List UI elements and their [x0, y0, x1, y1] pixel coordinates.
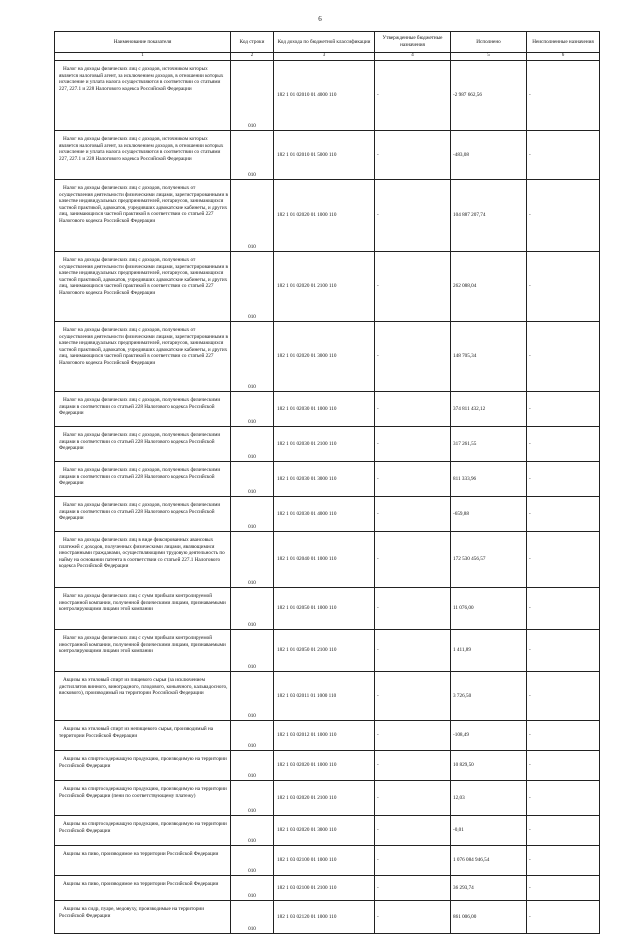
- executed-value: 11 076,00: [451, 588, 527, 630]
- approved-value: -: [375, 816, 451, 846]
- line-code: 010: [231, 532, 274, 588]
- not-executed-value: -: [527, 781, 600, 816]
- indicator-name: Налог на доходы физических лиц с доходов, полученных физическими лицами в соответствии со статьей 228 Налогового кодекса Российской Федерации: [55, 392, 231, 427]
- table-row: [55, 462, 600, 497]
- income-code: 182 1 03 02100 01 1000 110: [274, 846, 375, 876]
- indicator-name: Налог на доходы физических лиц с доходов, полученных физическими лицами в соответствии со статьей 228 Налогового кодекса Российской Федерации: [55, 497, 231, 532]
- line-code: 010: [231, 462, 274, 497]
- column-number: 5: [451, 53, 527, 61]
- approved-value: -: [375, 901, 451, 934]
- approved-value: -: [375, 61, 451, 131]
- income-code: 182 1 01 02020 01 3000 110: [274, 322, 375, 392]
- line-code: 010: [231, 876, 274, 901]
- not-executed-value: -: [527, 901, 600, 934]
- executed-value: 148 705,34: [451, 322, 527, 392]
- line-code: 010: [231, 392, 274, 427]
- column-number: 2: [231, 53, 274, 61]
- header-income-code: Код дохода по бюджетной классификации: [274, 32, 375, 53]
- executed-value: 104 887 207,74: [451, 180, 527, 252]
- table-row: [55, 61, 600, 131]
- table-row: [55, 588, 600, 630]
- column-number: 6: [527, 53, 600, 61]
- page-number: 6: [318, 15, 322, 23]
- table-row: [55, 781, 600, 816]
- table-row: [55, 497, 600, 532]
- header-executed: Исполнено: [451, 32, 527, 53]
- line-code: 010: [231, 816, 274, 846]
- not-executed-value: -: [527, 721, 600, 751]
- indicator-name: Налог на доходы физических лиц с доходов, полученных от осуществления деятельности физическими лицами, зарегистрированными в качестве индивидуальных предпринимателей, нотариусов, занимающихся частной практикой, адвокатов, учредивших адвокатские кабинеты, и других лиц, занимающихся частной практикой в соответствии со статьей 227 Налогового кодекса Российской Федерации: [55, 180, 231, 252]
- executed-value: 12,03: [451, 781, 527, 816]
- executed-value: 374 811 432,12: [451, 392, 527, 427]
- indicator-name: Акцизы на пиво, производимое на территории Российской Федерации: [55, 876, 231, 901]
- income-code: 182 1 01 02030 01 4000 110: [274, 497, 375, 532]
- executed-value: 10 829,50: [451, 751, 527, 781]
- executed-value: -659,88: [451, 497, 527, 532]
- approved-value: -: [375, 180, 451, 252]
- header-not-executed: Неисполненные назначения: [527, 32, 600, 53]
- income-code: 182 1 03 02020 01 3000 110: [274, 816, 375, 846]
- indicator-name: Акцизы на этиловый спирт из пищевого сырья (за исключением дистиллятов винного, виноградного, плодового, коньячного, кальвадосного, вискового), производимый на территории Российской Федерации: [55, 672, 231, 721]
- income-code: 182 1 01 02030 01 3000 110: [274, 462, 375, 497]
- executed-value: 36 293,74: [451, 876, 527, 901]
- not-executed-value: -: [527, 131, 600, 180]
- executed-value: 262 088,04: [451, 252, 527, 322]
- indicator-name: Налог на доходы физических лиц с доходов, полученных физическими лицами в соответствии со статьей 228 Налогового кодекса Российской Федерации: [55, 427, 231, 462]
- not-executed-value: -: [527, 532, 600, 588]
- not-executed-value: -: [527, 462, 600, 497]
- table-body: [55, 61, 600, 934]
- not-executed-value: -: [527, 751, 600, 781]
- table-row: [55, 180, 600, 252]
- table-row: [55, 322, 600, 392]
- approved-value: -: [375, 462, 451, 497]
- not-executed-value: -: [527, 427, 600, 462]
- approved-value: -: [375, 131, 451, 180]
- column-number: 4: [375, 53, 451, 61]
- executed-value: -2 987 662,56: [451, 61, 527, 131]
- table-row: [55, 427, 600, 462]
- executed-value: 811 333,96: [451, 462, 527, 497]
- income-code: 182 1 01 02050 01 2100 110: [274, 630, 375, 672]
- income-code: 182 1 03 02020 01 1000 110: [274, 751, 375, 781]
- table-row: [55, 131, 600, 180]
- income-code: 182 1 03 02012 01 1000 110: [274, 721, 375, 751]
- table-row: [55, 392, 600, 427]
- income-code: 182 1 03 02011 01 1000 110: [274, 672, 375, 721]
- header-line-code: Код строки: [231, 32, 274, 53]
- header-name: Наименование показателя: [55, 32, 231, 53]
- column-number: 3: [274, 53, 375, 61]
- column-number: 1: [55, 53, 231, 61]
- column-number-row: [55, 53, 600, 61]
- not-executed-value: -: [527, 816, 600, 846]
- indicator-name: Акцизы на пиво, производимое на территории Российской Федерации: [55, 846, 231, 876]
- income-code: 182 1 01 02020 01 2100 110: [274, 252, 375, 322]
- line-code: 010: [231, 751, 274, 781]
- executed-value: 317 261,55: [451, 427, 527, 462]
- approved-value: -: [375, 588, 451, 630]
- header-approved: Утвержденные бюджетные назначения: [375, 32, 451, 53]
- line-code: 010: [231, 252, 274, 322]
- table-row: [55, 876, 600, 901]
- line-code: 010: [231, 588, 274, 630]
- not-executed-value: -: [527, 322, 600, 392]
- income-code: 182 1 03 02100 01 2100 110: [274, 876, 375, 901]
- indicator-name: Акцизы на спиртосодержащую продукцию, производимую на территории Российской Федерации: [55, 816, 231, 846]
- indicator-name: Налог на доходы физических лиц с доходов, источником которых является налоговый агент, за исключением доходов, в отношении которых исчисление и уплата налога осуществляются в соответствии со статьями 227, 227.1 и 228 Налогового кодекса Российской Федерации: [55, 61, 231, 131]
- not-executed-value: -: [527, 630, 600, 672]
- table-row: [55, 532, 600, 588]
- income-code: 182 1 01 02010 01 5000 110: [274, 131, 375, 180]
- executed-value: 1 076 084 946,54: [451, 846, 527, 876]
- table-row: [55, 751, 600, 781]
- indicator-name: Налог на доходы физических лиц с доходов, полученных от осуществления деятельности физическими лицами, зарегистрированными в качестве индивидуальных предпринимателей, нотариусов, занимающихся частной практикой, адвокатов, учредивших адвокатские кабинеты, и других лиц, занимающихся частной практикой в соответствии со статьей 227 Налогового кодекса Российской Федерации: [55, 252, 231, 322]
- approved-value: -: [375, 630, 451, 672]
- not-executed-value: -: [527, 180, 600, 252]
- not-executed-value: -: [527, 252, 600, 322]
- income-table: [54, 31, 600, 934]
- table-row: [55, 816, 600, 846]
- approved-value: -: [375, 252, 451, 322]
- line-code: 010: [231, 672, 274, 721]
- approved-value: -: [375, 672, 451, 721]
- not-executed-value: -: [527, 588, 600, 630]
- executed-value: 172 530 456,57: [451, 532, 527, 588]
- approved-value: -: [375, 781, 451, 816]
- approved-value: -: [375, 876, 451, 901]
- indicator-name: Акцизы на сидр, пуаре, медовуху, производимые на территории Российской Федерации: [55, 901, 231, 934]
- approved-value: -: [375, 846, 451, 876]
- executed-value: -483,08: [451, 131, 527, 180]
- income-code: 182 1 01 02010 01 4000 110: [274, 61, 375, 131]
- executed-value: -0,01: [451, 816, 527, 846]
- table-header-row: [55, 32, 600, 53]
- not-executed-value: -: [527, 392, 600, 427]
- not-executed-value: -: [527, 672, 600, 721]
- income-code: 182 1 01 02050 01 1000 110: [274, 588, 375, 630]
- indicator-name: Налог на доходы физических лиц с доходов, полученных от осуществления деятельности физическими лицами, зарегистрированными в качестве индивидуальных предпринимателей, нотариусов, занимающихся частной практикой, адвокатов, учредивших адвокатские кабинеты, и других лиц, занимающихся частной практикой в соответствии со статьей 227 Налогового кодекса Российской Федерации: [55, 322, 231, 392]
- income-code: 182 1 01 02030 01 2100 110: [274, 427, 375, 462]
- line-code: 010: [231, 721, 274, 751]
- approved-value: -: [375, 497, 451, 532]
- line-code: 010: [231, 846, 274, 876]
- income-code: 182 1 03 02120 01 1000 110: [274, 901, 375, 934]
- executed-value: 861 006,00: [451, 901, 527, 934]
- not-executed-value: -: [527, 497, 600, 532]
- line-code: 010: [231, 497, 274, 532]
- indicator-name: Налог на доходы физических лиц в виде фиксированных авансовых платежей с доходов, полученных физическими лицами, являющимися иностранными гражданами, осуществляющими трудовую деятельность по найму на основании патента в соответствии со статьей 227.1 Налогового кодекса Российской Федерации: [55, 532, 231, 588]
- indicator-name: Акцизы на спиртосодержащую продукцию, производимую на территории Российской Федерации: [55, 751, 231, 781]
- indicator-name: Акцизы на этиловый спирт из непищевого сырья, производимый на территории Российской Федерации: [55, 721, 231, 751]
- indicator-name: Налог на доходы физических лиц с доходов, полученных физическими лицами в соответствии со статьей 228 Налогового кодекса Российской Федерации: [55, 462, 231, 497]
- table-row: [55, 901, 600, 934]
- table-row: [55, 252, 600, 322]
- approved-value: -: [375, 721, 451, 751]
- line-code: 010: [231, 131, 274, 180]
- not-executed-value: -: [527, 846, 600, 876]
- line-code: 010: [231, 61, 274, 131]
- line-code: 010: [231, 322, 274, 392]
- approved-value: -: [375, 427, 451, 462]
- approved-value: -: [375, 392, 451, 427]
- approved-value: -: [375, 532, 451, 588]
- line-code: 010: [231, 427, 274, 462]
- not-executed-value: -: [527, 61, 600, 131]
- table-row: [55, 846, 600, 876]
- executed-value: 3 726,50: [451, 672, 527, 721]
- table-row: [55, 672, 600, 721]
- line-code: 010: [231, 901, 274, 934]
- indicator-name: Налог на доходы физических лиц с сумм прибыли контролируемой иностранной компании, полученной физическими лицами, признаваемыми контролирующими лицами этой компании: [55, 588, 231, 630]
- executed-value: 1 411,89: [451, 630, 527, 672]
- indicator-name: Налог на доходы физических лиц с сумм прибыли контролируемой иностранной компании, полученной физическими лицами, признаваемыми контролирующими лицами этой компании: [55, 630, 231, 672]
- not-executed-value: -: [527, 876, 600, 901]
- indicator-name: Налог на доходы физических лиц с доходов, источником которых является налоговый агент, за исключением доходов, в отношении которых исчисление и уплата налога осуществляются в соответствии со статьями 227, 227.1 и 228 Налогового кодекса Российской Федерации: [55, 131, 231, 180]
- income-code: 182 1 01 02020 01 1000 110: [274, 180, 375, 252]
- table-row: [55, 630, 600, 672]
- approved-value: -: [375, 322, 451, 392]
- executed-value: -108,49: [451, 721, 527, 751]
- line-code: 010: [231, 781, 274, 816]
- table-row: [55, 721, 600, 751]
- line-code: 010: [231, 630, 274, 672]
- income-code: 182 1 01 02040 01 1000 110: [274, 532, 375, 588]
- indicator-name: Акцизы на спиртосодержащую продукцию, производимую на территории Российской Федерации (пени по соответствующему платежу): [55, 781, 231, 816]
- income-code: 182 1 03 02020 01 2100 110: [274, 781, 375, 816]
- income-code: 182 1 01 02030 01 1000 110: [274, 392, 375, 427]
- line-code: 010: [231, 180, 274, 252]
- approved-value: -: [375, 751, 451, 781]
